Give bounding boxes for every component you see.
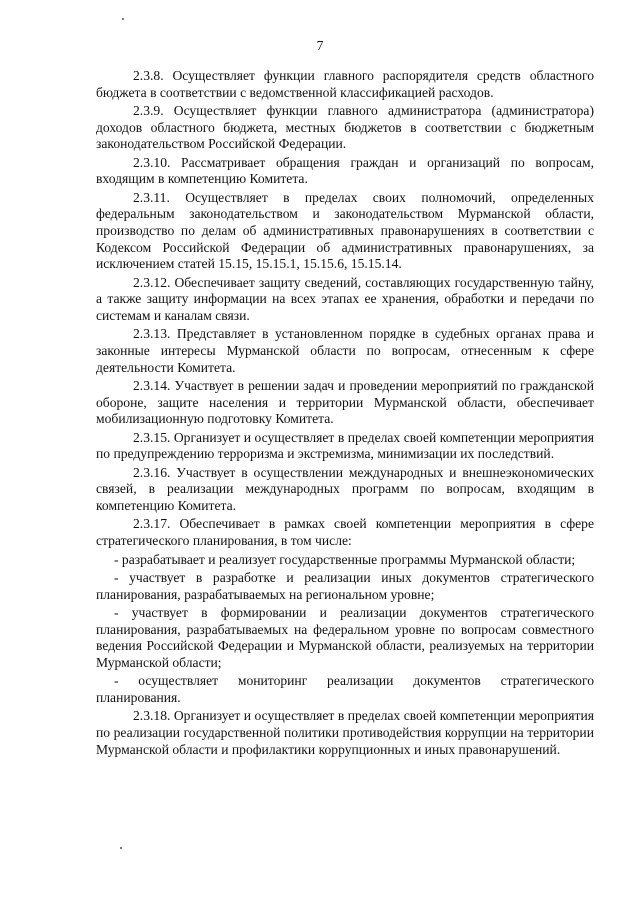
paragraph-2-3-16: 2.3.16. Участвует в осуществлении международных и внешнеэкономических связей, в реализации международных программ по вопросам, входящим в компетенцию Комитета. [96, 464, 594, 513]
paragraph-2-3-9: 2.3.9. Осуществляет функции главного администратора (администратора) доходов областного бюджета, местных бюджетов в соответствии с бюджетным законодательством Российской Федерации. [96, 103, 594, 152]
document-body [96, 68, 594, 760]
list-item-regional-documents: - участвует в разработке и реализации иных документов стратегического планирования, разрабатываемых на региональном уровне; [96, 570, 594, 602]
list-item-state-programs: - разрабатывает и реализует государственные программы Мурманской области; [114, 551, 576, 567]
page-number: 7 [316, 38, 324, 53]
paragraph-2-3-11: 2.3.11. Осуществляет в пределах своих полномочий, определенных федеральным законодательством и законодательством Мурманской области, производство по делам об административных правонарушениях в соответствии с Кодексом Российской Федерации об административных правонарушениях, за исключением статей 15.15, 15.15.1, 15.15.6, 15.15.14. [96, 189, 594, 272]
paragraph-2-3-17: 2.3.17. Обеспечивает в рамках своей компетенции мероприятия в сфере стратегического планирования, в том числе: [96, 516, 594, 549]
paragraph-2-3-15: 2.3.15. Организует и осуществляет в пределах своей компетенции мероприятия по предупреждению терроризма и экстремизма, минимизации их последствий. [96, 429, 594, 462]
scan-speck [122, 18, 124, 20]
paragraph-2-3-10: 2.3.10. Рассматривает обращения граждан и организаций по вопросам, входящим в компетенцию Комитета. [96, 154, 594, 187]
paragraph-2-3-18: 2.3.18. Организует и осуществляет в пределах своей компетенции мероприятия по реализации государственной политики противодействия коррупции на территории Мурманской области и профилактики коррупционных и иных правонарушений. [96, 708, 594, 757]
paragraph-2-3-13: 2.3.13. Представляет в установленном порядке в судебных органах права и законные интересы Мурманской области по вопросам, отнесенным к сфере деятельности Комитета. [96, 326, 594, 375]
paragraph-2-3-14: 2.3.14. Участвует в решении задач и проведении мероприятий по гражданской обороне, защите населения и территории Мурманской области, обеспечивает мобилизационную подготовку Комитета. [96, 378, 594, 427]
list-item-monitoring: - осуществляет мониторинг реализации документов стратегического планирования. [96, 673, 594, 705]
paragraph-2-3-12: 2.3.12. Обеспечивает защиту сведений, составляющих государственную тайну, а также защиту информации на всех этапах ее хранения, обработки и передачи по системам и каналам связи. [96, 274, 594, 323]
paragraph-2-3-8: 2.3.8. Осуществляет функции главного распорядителя средств областного бюджета в соответствии с ведомственной классификацией расходов. [96, 68, 594, 100]
list-item-federal-documents: - участвует в формировании и реализации документов стратегического планирования, разрабатываемых на федеральном уровне по вопросам совместного ведения Российской Федерации и Мурманской области, реализуемых на территории Мурманской области; [96, 605, 594, 670]
scan-speck [120, 847, 122, 849]
